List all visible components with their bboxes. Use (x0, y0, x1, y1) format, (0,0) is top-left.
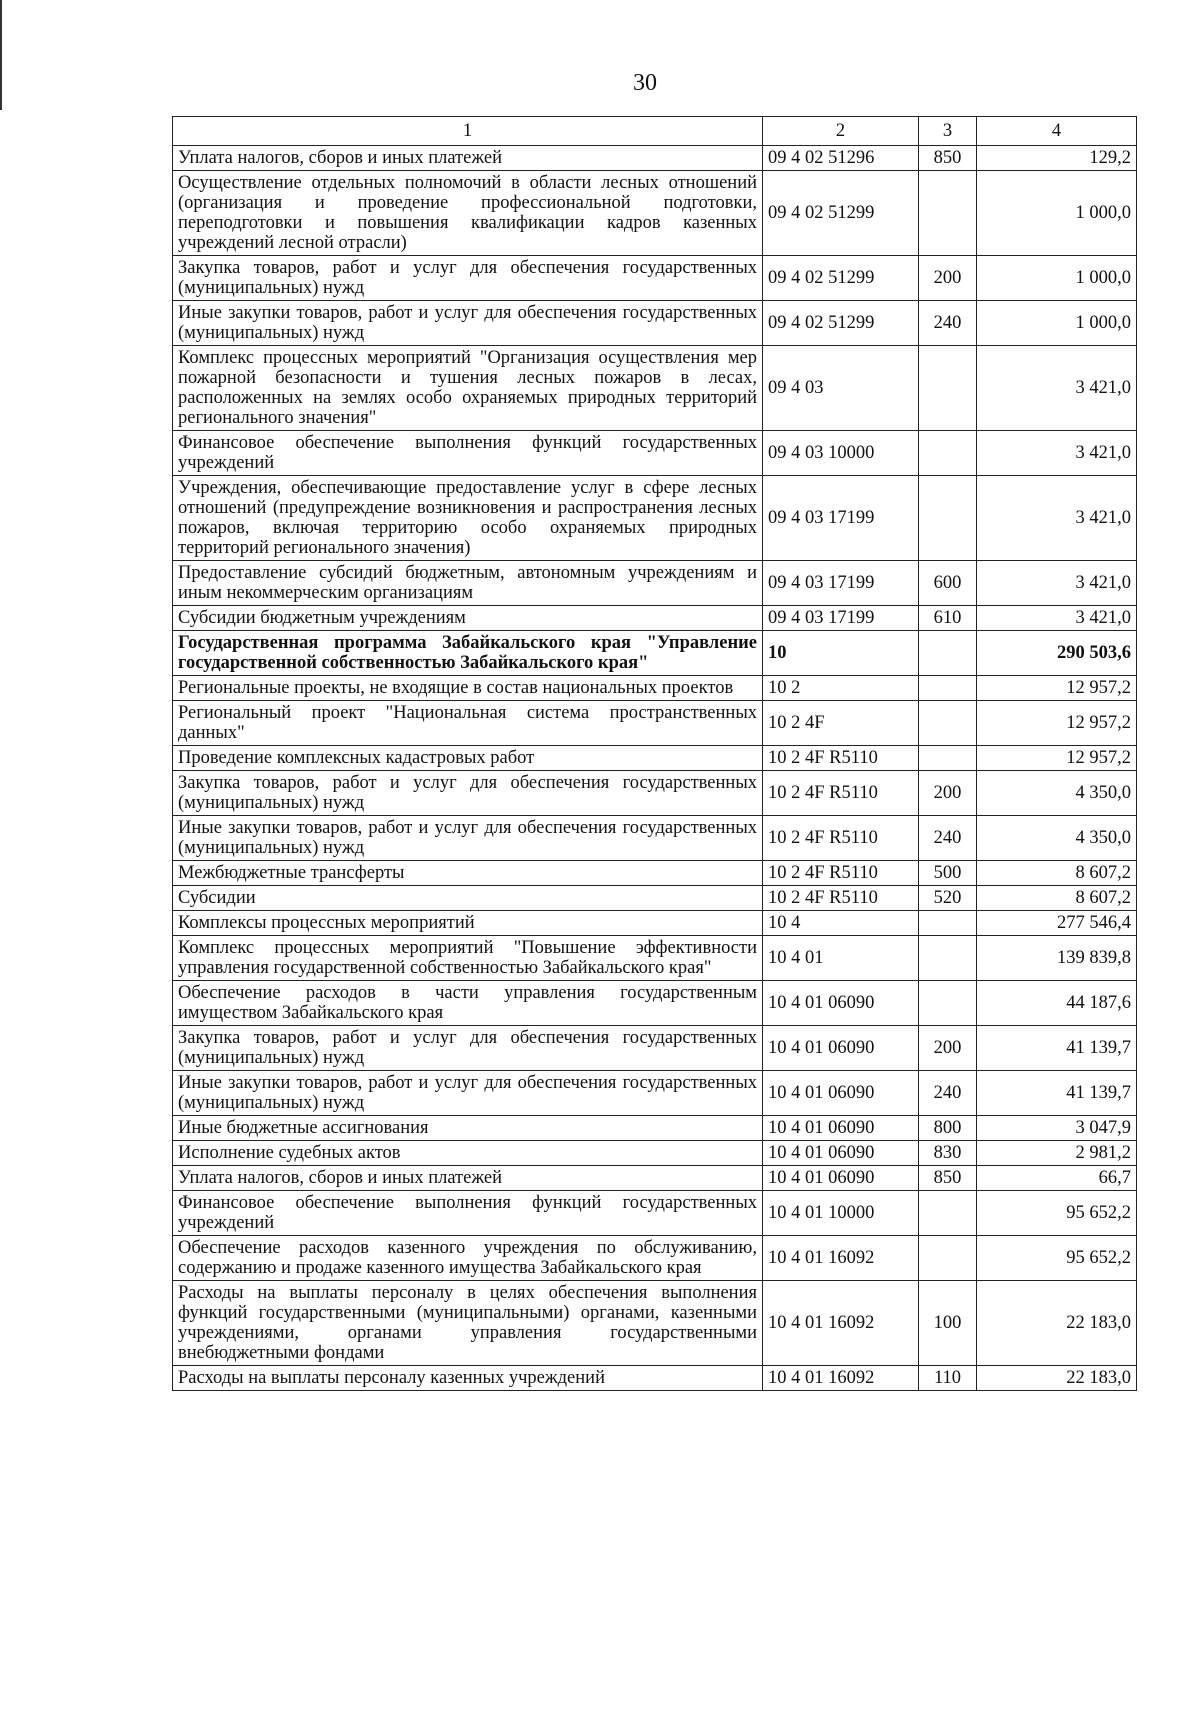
row-type: 240 (919, 301, 977, 346)
header-col-2: 2 (763, 117, 919, 146)
table-row (173, 911, 1137, 936)
row-name: Уплата налогов, сборов и иных платежей (173, 146, 763, 171)
header-col-4: 4 (977, 117, 1137, 146)
row-amount: 12 957,2 (977, 701, 1137, 746)
row-type (919, 936, 977, 981)
table-row (173, 606, 1137, 631)
row-name: Иные закупки товаров, работ и услуг для обеспечения государственных (муниципальных) нужд (173, 816, 763, 861)
header-col-3: 3 (919, 117, 977, 146)
row-name: Субсидии (173, 886, 763, 911)
row-code: 10 2 4F (763, 701, 919, 746)
row-code: 09 4 03 17199 (763, 561, 919, 606)
row-name: Межбюджетные трансферты (173, 861, 763, 886)
table-row (173, 771, 1137, 816)
row-amount: 3 421,0 (977, 431, 1137, 476)
table-row (173, 701, 1137, 746)
row-amount: 41 139,7 (977, 1026, 1137, 1071)
row-type (919, 1191, 977, 1236)
row-amount: 8 607,2 (977, 861, 1137, 886)
row-type: 500 (919, 861, 977, 886)
row-type (919, 746, 977, 771)
row-name: Обеспечение расходов в части управления государственным имуществом Забайкальского края (173, 981, 763, 1026)
row-name: Расходы на выплаты персоналу в целях обеспечения выполнения функций государственными (муниципальными) органами, казенными учреждениями, органами управления государственными внебюджетными фондами (173, 1281, 763, 1366)
row-type (919, 981, 977, 1026)
table-row (173, 1281, 1137, 1366)
row-code: 09 4 03 17199 (763, 476, 919, 561)
row-name: Иные закупки товаров, работ и услуг для обеспечения государственных (муниципальных) нужд (173, 1071, 763, 1116)
row-code: 10 2 4F R5110 (763, 861, 919, 886)
row-name: Проведение комплексных кадастровых работ (173, 746, 763, 771)
row-amount: 22 183,0 (977, 1366, 1137, 1391)
row-type: 600 (919, 561, 977, 606)
row-amount: 1 000,0 (977, 256, 1137, 301)
row-code: 10 4 (763, 911, 919, 936)
row-code: 10 4 01 06090 (763, 1116, 919, 1141)
row-code: 10 2 (763, 676, 919, 701)
row-amount: 95 652,2 (977, 1236, 1137, 1281)
table-row (173, 301, 1137, 346)
row-type: 200 (919, 771, 977, 816)
row-type: 200 (919, 256, 977, 301)
row-type (919, 911, 977, 936)
table-row (173, 631, 1137, 676)
row-type: 850 (919, 146, 977, 171)
row-amount: 139 839,8 (977, 936, 1137, 981)
row-code: 09 4 02 51299 (763, 301, 919, 346)
table-row (173, 476, 1137, 561)
row-name: Закупка товаров, работ и услуг для обеспечения государственных (муниципальных) нужд (173, 1026, 763, 1071)
row-amount: 12 957,2 (977, 676, 1137, 701)
row-type: 830 (919, 1141, 977, 1166)
row-amount: 3 421,0 (977, 346, 1137, 431)
table-row (173, 1071, 1137, 1116)
table-row (173, 1236, 1137, 1281)
row-name: Иные бюджетные ассигнования (173, 1116, 763, 1141)
row-type (919, 431, 977, 476)
table-row (173, 1026, 1137, 1071)
row-code: 09 4 02 51299 (763, 256, 919, 301)
row-code: 10 (763, 631, 919, 676)
row-code: 10 2 4F R5110 (763, 816, 919, 861)
row-amount: 3 421,0 (977, 561, 1137, 606)
row-type: 520 (919, 886, 977, 911)
row-amount: 41 139,7 (977, 1071, 1137, 1116)
row-name: Комплексы процессных мероприятий (173, 911, 763, 936)
row-code: 10 4 01 16092 (763, 1281, 919, 1366)
row-code: 10 4 01 (763, 936, 919, 981)
row-code: 10 4 01 16092 (763, 1236, 919, 1281)
table-row (173, 981, 1137, 1026)
table-row (173, 886, 1137, 911)
table-row (173, 816, 1137, 861)
row-name: Расходы на выплаты персоналу казенных учреждений (173, 1366, 763, 1391)
row-type: 240 (919, 816, 977, 861)
row-name: Обеспечение расходов казенного учреждения по обслуживанию, содержанию и продаже казенного имущества Забайкальского края (173, 1236, 763, 1281)
row-name: Учреждения, обеспечивающие предоставление услуг в сфере лесных отношений (предупреждение возникновения и распространения лесных пожаров, включая территорию особо охраняемых природных территорий регионального значения) (173, 476, 763, 561)
header-col-1: 1 (173, 117, 763, 146)
row-code: 10 4 01 06090 (763, 1026, 919, 1071)
row-type (919, 631, 977, 676)
row-type (919, 1236, 977, 1281)
table-row (173, 1166, 1137, 1191)
table-row (173, 1141, 1137, 1166)
row-name: Уплата налогов, сборов и иных платежей (173, 1166, 763, 1191)
table-row (173, 861, 1137, 886)
row-amount: 2 981,2 (977, 1141, 1137, 1166)
table-row (173, 676, 1137, 701)
row-name: Закупка товаров, работ и услуг для обеспечения государственных (муниципальных) нужд (173, 771, 763, 816)
row-name: Комплекс процессных мероприятий "Повышение эффективности управления государственной собственностью Забайкальского края" (173, 936, 763, 981)
row-code: 09 4 02 51296 (763, 146, 919, 171)
row-code: 09 4 03 (763, 346, 919, 431)
row-amount: 3 047,9 (977, 1116, 1137, 1141)
row-name: Региональные проекты, не входящие в состав национальных проектов (173, 676, 763, 701)
row-type: 610 (919, 606, 977, 631)
row-amount: 22 183,0 (977, 1281, 1137, 1366)
row-amount: 8 607,2 (977, 886, 1137, 911)
row-code: 09 4 03 10000 (763, 431, 919, 476)
row-name: Исполнение судебных актов (173, 1141, 763, 1166)
row-amount: 66,7 (977, 1166, 1137, 1191)
row-code: 10 4 01 06090 (763, 1166, 919, 1191)
row-code: 10 4 01 16092 (763, 1366, 919, 1391)
row-code: 10 4 01 06090 (763, 1141, 919, 1166)
row-code: 09 4 03 17199 (763, 606, 919, 631)
row-name: Региональный проект "Национальная система пространственных данных" (173, 701, 763, 746)
table-row (173, 936, 1137, 981)
row-type: 240 (919, 1071, 977, 1116)
row-amount: 4 350,0 (977, 771, 1137, 816)
row-amount: 290 503,6 (977, 631, 1137, 676)
row-type: 200 (919, 1026, 977, 1071)
row-name: Иные закупки товаров, работ и услуг для обеспечения государственных (муниципальных) нужд (173, 301, 763, 346)
table-row (173, 561, 1137, 606)
row-code: 10 4 01 10000 (763, 1191, 919, 1236)
row-amount: 12 957,2 (977, 746, 1137, 771)
row-type: 110 (919, 1366, 977, 1391)
row-amount: 1 000,0 (977, 171, 1137, 256)
row-name: Предоставление субсидий бюджетным, автономным учреждениям и иным некоммерческим организациям (173, 561, 763, 606)
budget-table (172, 116, 1137, 1391)
row-amount: 129,2 (977, 146, 1137, 171)
row-code: 09 4 02 51299 (763, 171, 919, 256)
row-type (919, 476, 977, 561)
row-name: Комплекс процессных мероприятий "Организация осуществления мер пожарной безопасности и тушения лесных пожаров в лесах, расположенных на землях особо охраняемых природных территорий регионального значения" (173, 346, 763, 431)
table-row (173, 346, 1137, 431)
table-row (173, 746, 1137, 771)
row-amount: 4 350,0 (977, 816, 1137, 861)
row-amount: 277 546,4 (977, 911, 1137, 936)
row-name: Государственная программа Забайкальского края "Управление государственной собственностью Забайкальского края" (173, 631, 763, 676)
table-row (173, 146, 1137, 171)
row-name: Субсидии бюджетным учреждениям (173, 606, 763, 631)
row-name: Закупка товаров, работ и услуг для обеспечения государственных (муниципальных) нужд (173, 256, 763, 301)
row-amount: 1 000,0 (977, 301, 1137, 346)
table-row (173, 1191, 1137, 1236)
table-row (173, 171, 1137, 256)
table-row (173, 1116, 1137, 1141)
row-amount: 3 421,0 (977, 476, 1137, 561)
table-row (173, 431, 1137, 476)
row-type (919, 346, 977, 431)
table-header-row (173, 117, 1137, 146)
row-type: 800 (919, 1116, 977, 1141)
row-type: 850 (919, 1166, 977, 1191)
row-code: 10 2 4F R5110 (763, 746, 919, 771)
row-name: Финансовое обеспечение выполнения функций государственных учреждений (173, 1191, 763, 1236)
table-row (173, 256, 1137, 301)
row-code: 10 2 4F R5110 (763, 886, 919, 911)
row-name: Финансовое обеспечение выполнения функций государственных учреждений (173, 431, 763, 476)
row-name: Осуществление отдельных полномочий в области лесных отношений (организация и проведение профессиональной подготовки, переподготовки и повышения квалификации кадров казенных учреждений лесной отрасли) (173, 171, 763, 256)
page-number: 30 (633, 70, 657, 96)
row-code: 10 4 01 06090 (763, 1071, 919, 1116)
row-amount: 3 421,0 (977, 606, 1137, 631)
table-body (173, 117, 1137, 1391)
row-type (919, 171, 977, 256)
row-code: 10 2 4F R5110 (763, 771, 919, 816)
table-row (173, 1366, 1137, 1391)
row-amount: 95 652,2 (977, 1191, 1137, 1236)
row-type (919, 676, 977, 701)
row-type (919, 701, 977, 746)
row-amount: 44 187,6 (977, 981, 1137, 1026)
row-code: 10 4 01 06090 (763, 981, 919, 1026)
row-type: 100 (919, 1281, 977, 1366)
